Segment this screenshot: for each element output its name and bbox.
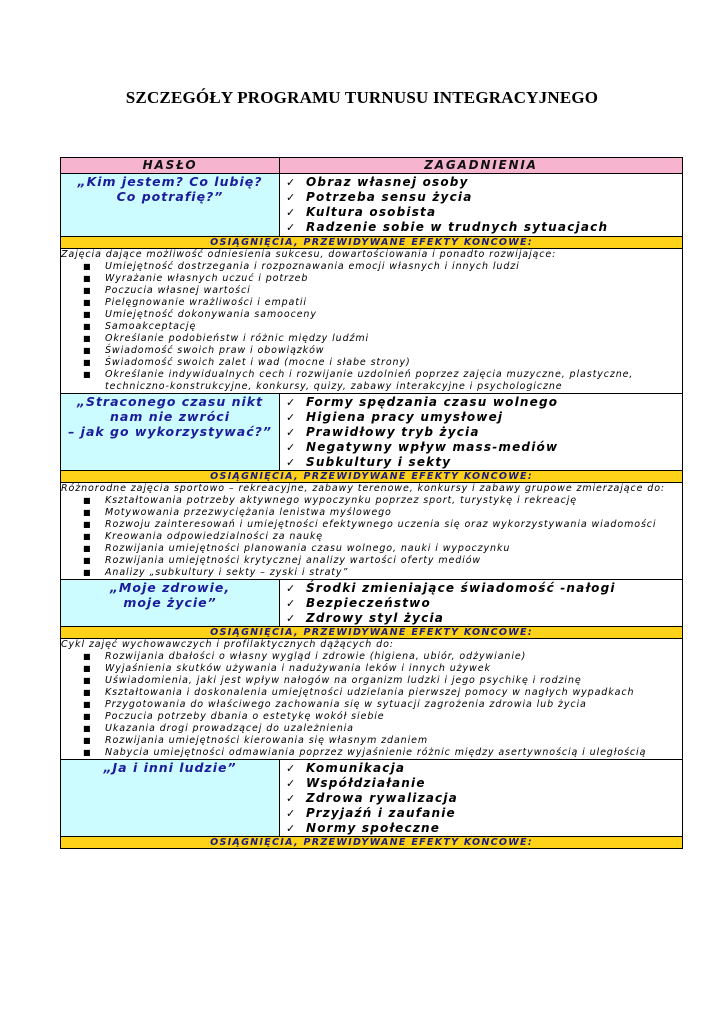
checkmark-icon: ✓ <box>286 426 297 439</box>
list-item: ■ Analizy „subkultury i sekty – zyski i straty” <box>83 567 349 578</box>
square-bullet-icon: ■ <box>83 712 92 721</box>
section-row <box>61 394 683 471</box>
list-item: ■ Przygotowania do właściwego zachowania się w sytuacji zagrożenia zdrowia lub życia <box>83 699 587 710</box>
section-topics <box>280 174 683 237</box>
checkmark-icon: ✓ <box>286 206 297 219</box>
square-bullet-icon: ■ <box>83 688 92 697</box>
checkmark-icon: ✓ <box>286 456 297 469</box>
haslo-line: moje życie” <box>123 595 217 610</box>
checkmark-icon: ✓ <box>286 396 297 409</box>
checkmark-icon: ✓ <box>286 582 297 595</box>
page-title: SZCZEGÓŁY PROGRAMU TURNUSU INTEGRACYJNEGO <box>125 88 599 107</box>
square-bullet-icon: ■ <box>83 544 92 553</box>
square-bullet-icon: ■ <box>83 700 92 709</box>
square-bullet-icon: ■ <box>83 346 92 355</box>
section-haslo <box>61 760 280 837</box>
section-description <box>61 639 683 760</box>
list-item: ■ Wyjaśnienia skutków używania i nadużywania leków i innych używek <box>83 663 491 674</box>
square-bullet-icon: ■ <box>83 274 92 283</box>
description-intro: Różnorodne zajęcia sportowo – rekreacyjne, zabawy terenowe, konkursy i zabawy grupowe zmierzające do: <box>61 483 666 494</box>
section-haslo <box>61 174 280 237</box>
list-item: ■ Określanie podobieństw i różnic między ludźmi <box>83 333 370 344</box>
effects-label: OSIĄGNIĘCIA, PRZEWIDYWANE EFEKTY KOŃCOWE: <box>61 837 683 849</box>
list-item: ■ Poczucia własnej wartości <box>83 285 251 296</box>
section-row <box>61 174 683 237</box>
table-header-row <box>61 158 683 174</box>
square-bullet-icon: ■ <box>83 532 92 541</box>
haslo-line: „Kim jestem? Co lubię? <box>77 174 263 189</box>
list-item: ■ Świadomość swoich zalet i wad (mocne i słabe strony) <box>83 357 411 368</box>
list-item: ■ Kształtowania i doskonalenia umiejętności udzielania pierwszej pomocy w nagłych wypadkach <box>83 687 635 698</box>
list-item: ■ Umiejętność dostrzegania i rozpoznawania emocji własnych i innych ludzi <box>83 261 520 272</box>
haslo-line: „Moje zdrowie, <box>109 580 231 595</box>
checkmark-icon: ✓ <box>286 441 297 454</box>
description-row <box>61 639 683 760</box>
square-bullet-icon: ■ <box>83 496 92 505</box>
haslo-header: HASŁO <box>61 158 280 174</box>
square-bullet-icon: ■ <box>83 370 92 379</box>
haslo-line: Co potrafię?” <box>116 189 224 204</box>
list-item: ■ Samoakceptację <box>83 321 197 332</box>
square-bullet-icon: ■ <box>83 520 92 529</box>
effects-row <box>61 471 683 483</box>
list-item: ■ Poczucia potrzeby dbania o estetykę wokół siebie <box>83 711 385 722</box>
topic-item: ✓ Radzenie sobie w trudnych sytuacjach <box>286 220 609 234</box>
topic-item: ✓ Bezpieczeństwo <box>286 596 431 610</box>
topic-item: ✓ Obraz własnej osoby <box>286 175 469 189</box>
topic-item: ✓ Współdziałanie <box>286 776 426 790</box>
list-item: ■ Kreowania odpowiedzialności za naukę <box>83 531 324 542</box>
topic-item: ✓ Prawidłowy tryb życia <box>286 425 480 439</box>
zagadnienia-header: ZAGADNIENIA <box>280 158 683 174</box>
list-item: ■ Rozwijania umiejętności kierowania się własnym zdaniem <box>83 735 429 746</box>
section-description <box>61 483 683 580</box>
topic-item: ✓ Zdrowa rywalizacja <box>286 791 458 805</box>
square-bullet-icon: ■ <box>83 664 92 673</box>
square-bullet-icon: ■ <box>83 568 92 577</box>
list-item: ■ Nabycia umiejętności odmawiania poprzez wyjaśnienie różnic między asertywnością i uległością <box>83 747 647 758</box>
effects-row <box>61 627 683 639</box>
effects-row <box>61 237 683 249</box>
section-haslo <box>61 394 280 471</box>
checkmark-icon: ✓ <box>286 176 297 189</box>
description-intro: Zajęcia dające możliwość odniesienia sukcesu, dowartościowania i ponadto rozwijające: <box>61 249 557 260</box>
description-row <box>61 249 683 394</box>
checkmark-icon: ✓ <box>286 191 297 204</box>
effects-label: OSIĄGNIĘCIA, PRZEWIDYWANE EFEKTY KOŃCOWE: <box>61 471 683 483</box>
checkmark-icon: ✓ <box>286 762 297 775</box>
square-bullet-icon: ■ <box>83 508 92 517</box>
list-item: ■ Kształtowania potrzeby aktywnego wypoczynku poprzez sport, turystykę i rekreację <box>83 495 578 506</box>
checkmark-icon: ✓ <box>286 612 297 625</box>
square-bullet-icon: ■ <box>83 262 92 271</box>
section-description <box>61 249 683 394</box>
square-bullet-icon: ■ <box>83 298 92 307</box>
square-bullet-icon: ■ <box>83 676 92 685</box>
haslo-line: – jak go wykorzystywać?” <box>68 424 272 439</box>
description-row <box>61 483 683 580</box>
list-item: ■ Rozwijania umiejętności krytycznej analizy wartości oferty mediów <box>83 555 482 566</box>
haslo-line: „Ja i inni ludzie” <box>103 760 237 775</box>
topic-item: ✓ Normy społeczne <box>286 821 441 835</box>
topic-item: ✓ Higiena pracy umysłowej <box>286 410 504 424</box>
topic-item: ✓ Formy spędzania czasu wolnego <box>286 395 559 409</box>
topic-item: ✓ Środki zmieniające świadomość -nałogi <box>286 581 616 595</box>
list-item: ■ Określanie indywidualnych cech i rozwijanie uzdolnień poprzez zajęcia muzyczne, plastyczne, techniczno-konstrukcyjne, konkursy, quizy, zabawy interakcyjne i psychologiczne <box>83 369 634 392</box>
section-topics <box>280 580 683 627</box>
topic-item: ✓ Kultura osobista <box>286 205 437 219</box>
square-bullet-icon: ■ <box>83 652 92 661</box>
list-item: ■ Rozwijania umiejętności planowania czasu wolnego, nauki i wypoczynku <box>83 543 511 554</box>
square-bullet-icon: ■ <box>83 358 92 367</box>
list-item: ■ Ukazania drogi prowadzącej do uzależnienia <box>83 723 354 734</box>
list-item: ■ Rozwoju zainteresowań i umiejętności efektywnego uczenia się oraz wykorzystywania wiadomości <box>83 519 657 530</box>
checkmark-icon: ✓ <box>286 822 297 835</box>
description-intro: Cykl zajęć wychowawczych i profilaktycznych dążących do: <box>61 639 394 650</box>
list-item: ■ Umiejętność dokonywania samooceny <box>83 309 317 320</box>
checkmark-icon: ✓ <box>286 792 297 805</box>
square-bullet-icon: ■ <box>83 556 92 565</box>
section-row <box>61 580 683 627</box>
topic-item: ✓ Negatywny wpływ mass-mediów <box>286 440 559 454</box>
list-item: ■ Motywowania przezwyciężania lenistwa myślowego <box>83 507 392 518</box>
effects-label: OSIĄGNIĘCIA, PRZEWIDYWANE EFEKTY KOŃCOWE: <box>61 627 683 639</box>
square-bullet-icon: ■ <box>83 334 92 343</box>
section-row <box>61 760 683 837</box>
square-bullet-icon: ■ <box>83 310 92 319</box>
effects-label: OSIĄGNIĘCIA, PRZEWIDYWANE EFEKTY KOŃCOWE: <box>61 237 683 249</box>
square-bullet-icon: ■ <box>83 748 92 757</box>
list-item: ■ Rozwijania dbałości o własny wygląd i zdrowie (higiena, ubiór, odżywianie) <box>83 651 527 662</box>
haslo-line: „Straconego czasu nikt <box>76 394 264 409</box>
checkmark-icon: ✓ <box>286 597 297 610</box>
list-item: ■ Pielęgnowanie wrażliwości i empatii <box>83 297 307 308</box>
checkmark-icon: ✓ <box>286 221 297 234</box>
topic-item: ✓ Subkultury i sekty <box>286 455 452 469</box>
section-haslo <box>61 580 280 627</box>
topic-item: ✓ Potrzeba sensu życia <box>286 190 473 204</box>
topic-item: ✓ Przyjaźń i zaufanie <box>286 806 456 820</box>
checkmark-icon: ✓ <box>286 411 297 424</box>
square-bullet-icon: ■ <box>83 736 92 745</box>
program-table <box>60 157 683 849</box>
list-item: ■ Wyrażanie własnych uczuć i potrzeb <box>83 273 309 284</box>
checkmark-icon: ✓ <box>286 807 297 820</box>
square-bullet-icon: ■ <box>83 322 92 331</box>
section-topics <box>280 760 683 837</box>
effects-row <box>61 837 683 849</box>
list-item: ■ Świadomość swoich praw i obowiązków <box>83 345 325 356</box>
haslo-line: nam nie zwróci <box>110 409 230 424</box>
topic-item: ✓ Zdrowy styl życia <box>286 611 445 625</box>
square-bullet-icon: ■ <box>83 286 92 295</box>
topic-item: ✓ Komunikacja <box>286 761 406 775</box>
section-topics <box>280 394 683 471</box>
checkmark-icon: ✓ <box>286 777 297 790</box>
list-item: ■ Uświadomienia, jaki jest wpływ nałogów na organizm ludzki i jego psychikę i rodzinę <box>83 675 582 686</box>
square-bullet-icon: ■ <box>83 724 92 733</box>
